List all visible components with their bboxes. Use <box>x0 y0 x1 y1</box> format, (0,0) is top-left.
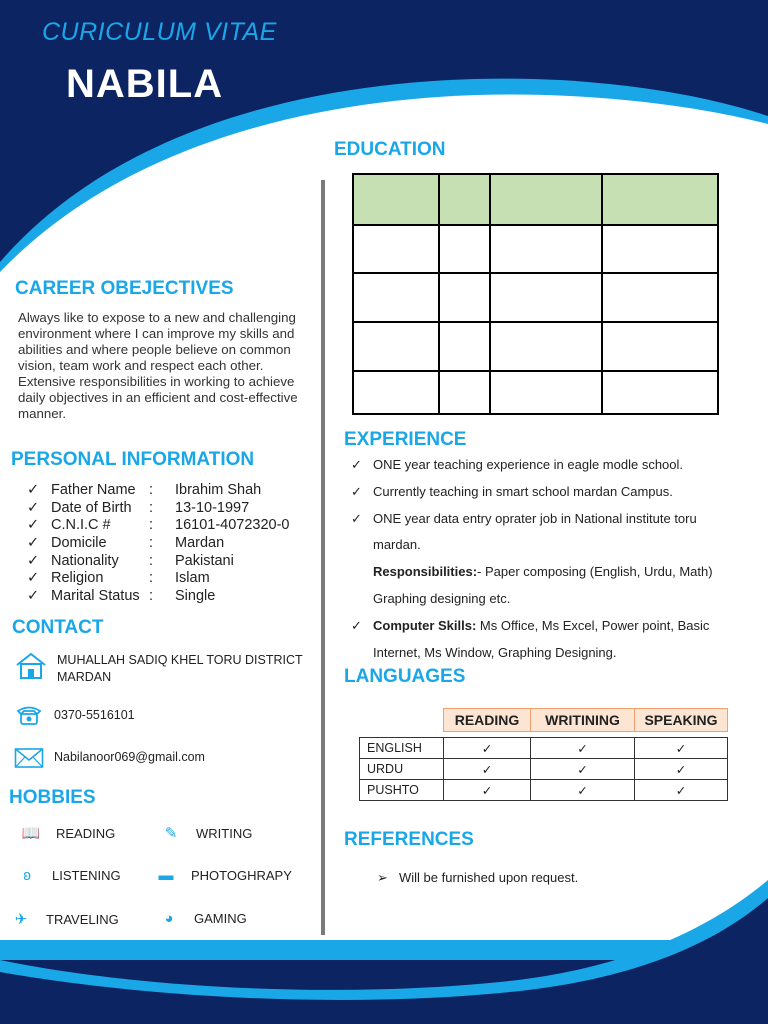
phone-icon <box>15 704 43 726</box>
career-objectives-text: Always like to expose to a new and challenging environment where I can improve my skills and abilities and where people believe on common vision, team work and respect each other. Extensive responsibilities in working to achieve daily objectives in an efficient and cost-effective manner. <box>18 310 298 421</box>
hobby-traveling: ✈ TRAVELING <box>10 910 119 928</box>
contact-email: Nabilanoor069@gmail.com <box>54 750 205 764</box>
candidate-name: NABILA <box>66 62 224 106</box>
experience-heading: EXPERIENCE <box>344 429 467 450</box>
check-icon: ✓ <box>351 510 362 526</box>
gamepad-icon: ◕ <box>164 910 174 927</box>
check-icon: ✓ <box>351 617 362 633</box>
personal-row: ✓ C.N.I.C # : 16101-4072320-0 <box>27 517 290 534</box>
personal-row: ✓ Father Name : Ibrahim Shah <box>27 482 262 498</box>
career-objectives-heading: CAREER OBEJECTIVES <box>15 278 234 299</box>
hobby-writing: ✎ WRITING <box>160 824 252 842</box>
book-icon: 📖 <box>21 825 41 842</box>
table-row <box>353 322 718 371</box>
personal-row: ✓ Date of Birth : 13-10-1997 <box>27 499 250 516</box>
check-icon: ✓ <box>27 482 40 498</box>
languages-heading: LANGUAGES <box>344 666 466 687</box>
hobby-listening: ʚ LISTENING <box>16 867 121 884</box>
table-row <box>353 174 718 225</box>
hobby-gaming: ◕ GAMING <box>158 910 247 927</box>
personal-row: ✓ Marital Status : Single <box>27 588 216 605</box>
table-row <box>353 225 718 273</box>
references-heading: REFERENCES <box>344 829 474 850</box>
experience-list: ✓ ONE year teaching experience in eagle modle school. ✓ Currently teaching in smart school mardan Campus. ✓ ONE year data entry oprater job in National institute toru mardan. Responsibilities:- Paper composing (English, Urdu, Math) Graphing designing etc. ✓ Computer Skills: Ms Office, Ms Excel, Power point, Basic Internet, Ms Window, Graphing Designing. <box>351 452 751 666</box>
document-subtitle: CURICULUM VITAE <box>42 18 277 46</box>
contact-address: MUHALLAH SADIQ KHEL TORU DISTRICT MARDAN <box>57 653 303 684</box>
email-icon <box>14 747 44 769</box>
hobby-photography: ▬ PHOTOGHRAPY <box>155 867 292 884</box>
table-row: PUSHTO ✓ ✓ ✓ <box>360 780 728 801</box>
personal-info-heading: PERSONAL INFORMATION <box>11 449 255 470</box>
contact-heading: CONTACT <box>12 617 104 638</box>
check-icon: ✓ <box>27 552 40 569</box>
check-icon: ✓ <box>351 457 362 472</box>
list-item: ✓ ONE year teaching experience in eagle modle school. <box>351 452 751 479</box>
contact-phone: 0370-5516101 <box>54 708 135 722</box>
check-icon: ✓ <box>27 499 40 516</box>
computer-skills: ✓ Computer Skills: Ms Office, Ms Excel, Power point, Basic <box>351 613 751 640</box>
check-icon: ✓ <box>27 535 40 552</box>
hobby-reading: 📖 READING <box>21 825 116 842</box>
personal-row: ✓ Nationality : Pakistani <box>27 552 234 569</box>
airplane-icon: ✈ <box>14 911 28 928</box>
list-item: ✓ ONE year data entry oprater job in National institute toru <box>351 506 751 533</box>
table-row <box>353 273 718 322</box>
list-item: ✓ Currently teaching in smart school mardan Campus. <box>351 479 751 506</box>
education-heading: EDUCATION <box>334 139 446 160</box>
table-header-row: READING WRITINING SPEAKING <box>360 709 728 732</box>
check-icon: ✓ <box>27 570 40 587</box>
check-icon: ✓ <box>27 588 40 605</box>
responsibilities: Responsibilities:- Paper composing (English, Urdu, Math) <box>373 564 713 580</box>
hobbies-heading: HOBBIES <box>9 787 96 808</box>
arrow-bullet-icon: ➢ <box>377 870 388 885</box>
personal-info-list <box>27 482 290 606</box>
table-row: URDU ✓ ✓ ✓ <box>360 759 728 780</box>
column-divider <box>321 180 325 935</box>
table-row: ENGLISH ✓ ✓ ✓ <box>360 738 728 759</box>
clapper-icon: ▬ <box>158 867 174 884</box>
personal-row: ✓ Religion : Islam <box>27 570 210 587</box>
references-text: ➢ Will be furnished upon request. <box>377 870 579 885</box>
check-icon: ✓ <box>27 517 40 534</box>
languages-table <box>359 708 728 801</box>
check-icon: ✓ <box>351 483 362 499</box>
education-table <box>352 173 719 415</box>
pen-icon: ✎ <box>164 825 178 842</box>
home-icon <box>15 652 45 680</box>
ear-icon: ʚ <box>23 867 31 884</box>
table-row <box>353 371 718 414</box>
personal-row: ✓ Domicile : Mardan <box>27 535 225 552</box>
